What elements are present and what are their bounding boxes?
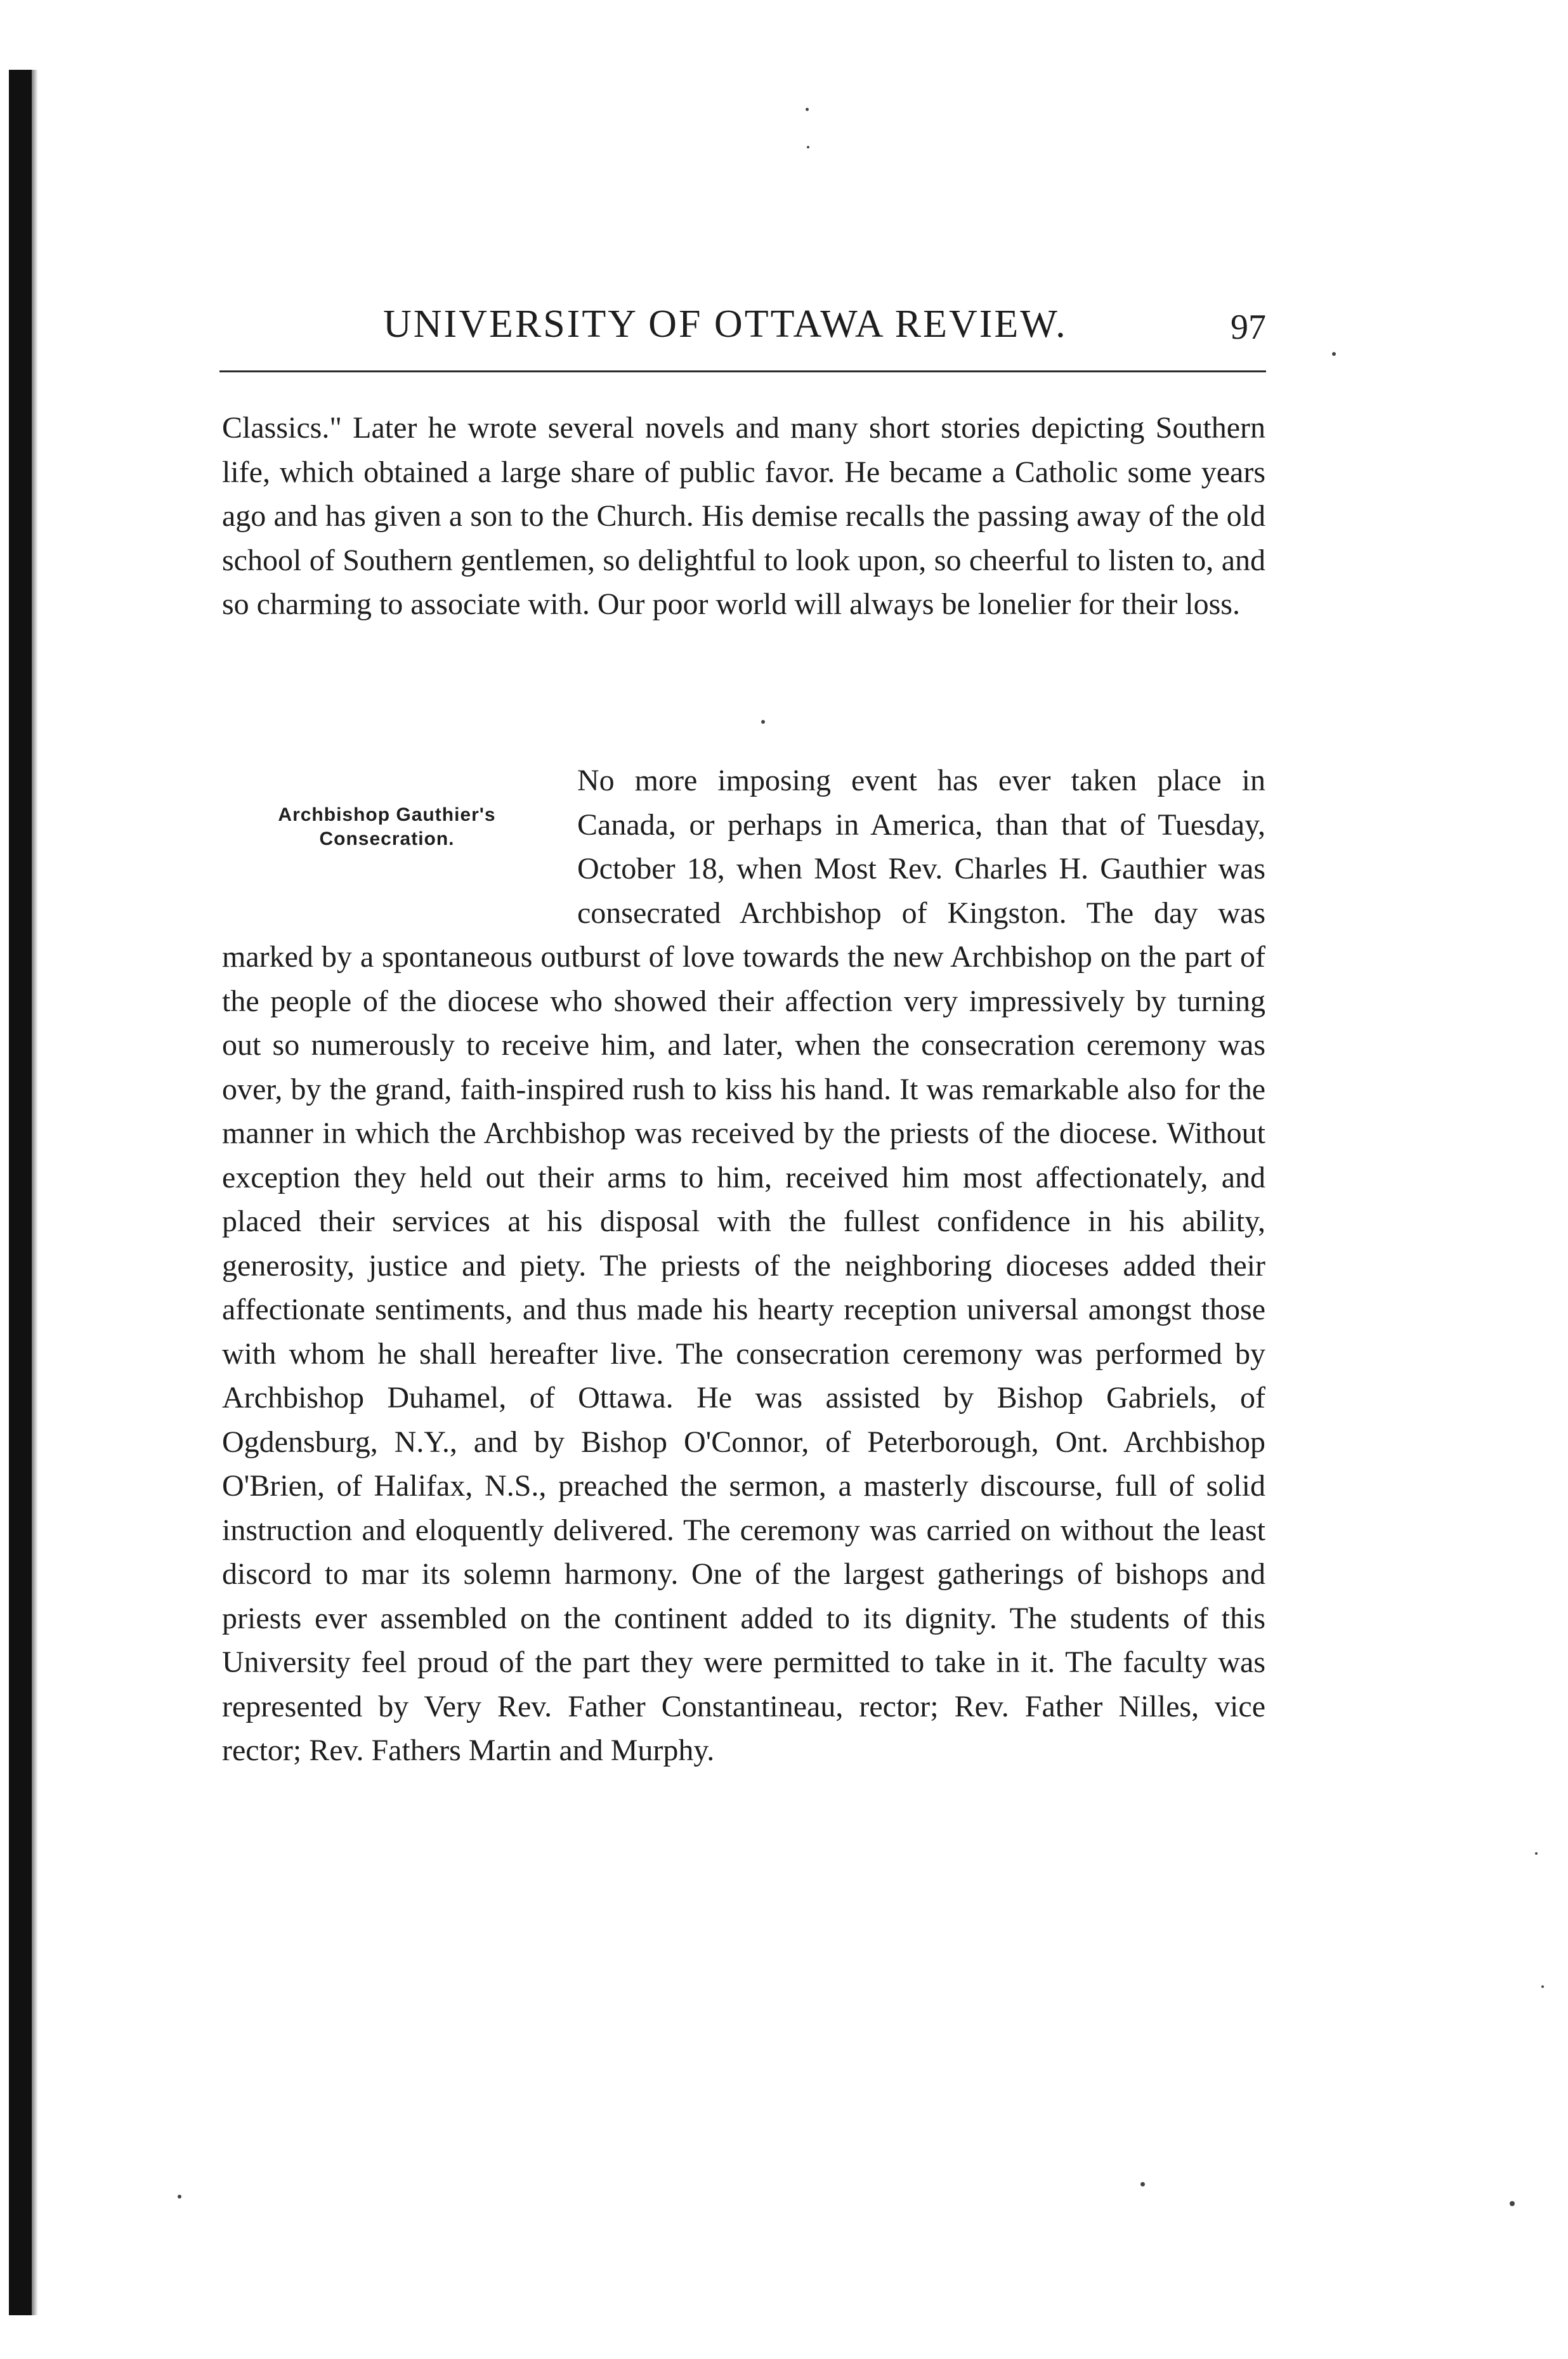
scan-speck [1541,1985,1544,1988]
running-header [219,298,1266,362]
scan-speck [1510,2201,1515,2206]
page-number: 97 [1231,308,1266,347]
page-binding-edge [9,70,32,2315]
side-heading-line-1: Archbishop Gauthier's [278,804,496,825]
scan-speck [1332,352,1336,356]
scan-speck [178,2195,181,2199]
section-archbishop-consecration [222,759,1265,1773]
paragraph-obituary-close: Classics." Later he wrote several novels and many short stories depicting Southern life, which obtained a large share of public favor. He became a Catholic some years ago and has given a son to the Church. His demise recalls the passing away of the old school of Southern gentlemen, so delightful to look upon, so cheerful to listen to, and so charming to associate with. Our poor world will always be lonelier for their loss. [222,411,1265,621]
scan-speck [807,146,809,148]
scan-speck [806,108,809,111]
running-title: UNIVERSITY OF OTTAWA REVIEW. [383,303,1068,346]
page-binding-shadow [32,70,38,2315]
side-heading [222,759,552,905]
scan-speck [1535,1852,1538,1855]
scan-speck [1140,2182,1145,2186]
side-heading-line-2: Consecration. [319,828,455,849]
paragraph-consecration: No more imposing event has ever taken place in Canada, or perhaps in America, than that of Tuesday, October 18, when Most Rev. Charles H. Gauthier was consecrated Archbishop of Kingston. The day was marked by a spontaneous outburst of love towards the new Archbishop on the part of the people of the diocese who showed their affection very impressively by turning out so numerously to receive him, and later, when the consecration ceremony was over, by the grand, faith-inspired rush to kiss his hand. It was remarkable also for the manner in which the Archbishop was received by the priests of the diocese. Without exception they held out their arms to him, received him most affectionately, and placed their services at his disposal with the fullest confidence in his ability, generosity, justice and piety. The priests of the neighboring dioceses added their affectionate sentiments, and thus made his hearty reception universal amongst those with whom he shall hereafter live. The consecration ceremony was performed by Archbishop Duhamel, of Ottawa. He was assisted by Bishop Gabriels, of Ogdensburg, N.Y., and by Bishop O'Connor, of Peterborough, Ont. Archbishop O'Brien, of Halifax, N.S., preached the sermon, a masterly discourse, full of solid instruction and eloquently delivered. The ceremony was carried on without the least discord to mar its solemn harmony. One of the largest gatherings of bishops and priests ever assembled on the continent added to its dignity. The students of this University feel proud of the part they were permitted to take in it. The faculty was represented by Very Rev. Father Constantineau, rector; Rev. Father Nilles, vice rector; Rev. Fathers Martin and Murphy. [222,764,1265,1767]
scan-speck [761,720,765,724]
header-rule [219,370,1266,372]
